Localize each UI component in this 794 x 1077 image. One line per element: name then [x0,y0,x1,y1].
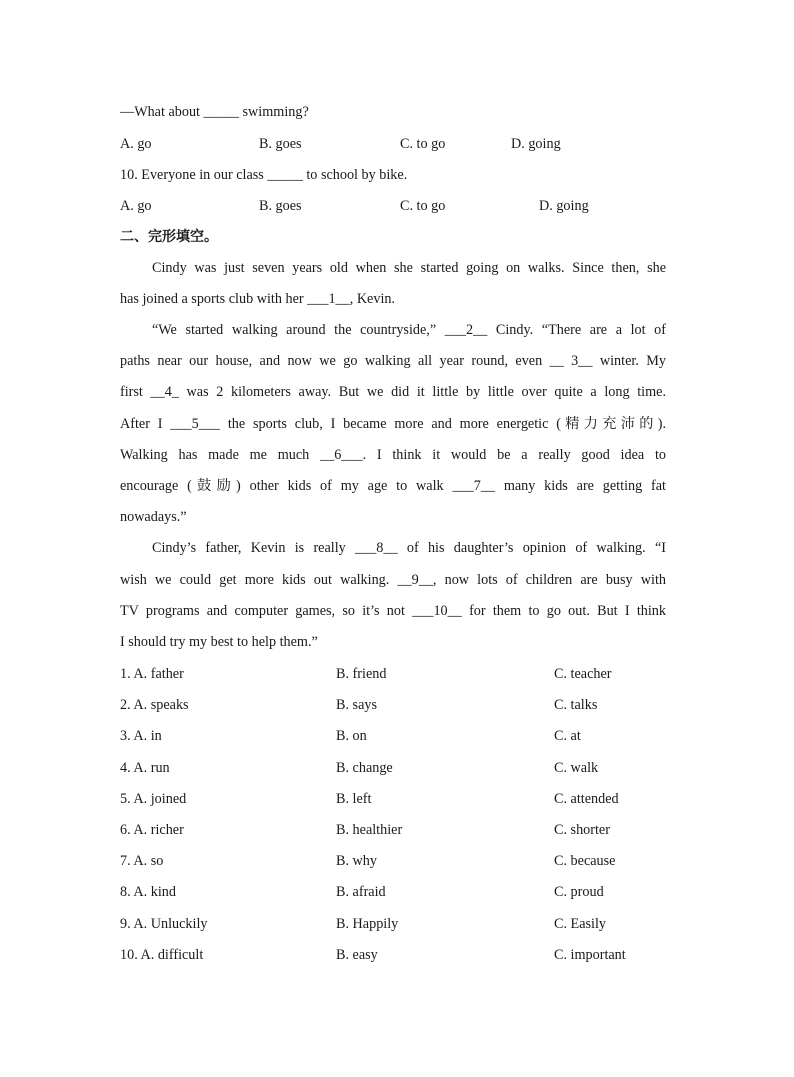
cloze-option-c: C. attended [554,791,619,807]
q9-option-a: A. go [120,136,152,152]
cloze-option-a: 10. A. difficult [120,947,204,963]
cloze-option-a: 4. A. run [120,760,170,776]
cloze-option-a: 8. A. kind [120,884,176,900]
q10-option-c: C. to go [400,198,446,214]
passage-line: first __4_ was 2 kilometers away. But we did it little by little over quite a long time. [120,384,666,400]
q10-option-d: D. going [539,198,589,214]
passage-line: wish we could get more kids out walking. __9__, now lots of children are busy with [120,572,666,588]
passage-line: “We started walking around the countryside,” ___2__ Cindy. “There are a lot of [152,322,666,338]
q9-option-c: C. to go [400,136,446,152]
cloze-option-a: 5. A. joined [120,791,187,807]
cloze-option-b: B. Happily [336,916,399,932]
cloze-option-b: B. says [336,697,377,713]
q10-stem: 10. Everyone in our class _____ to school by bike. [120,167,408,183]
cloze-option-a: 6. A. richer [120,822,184,838]
passage-line: Cindy was just seven years old when she started going on walks. Since then, she [152,260,666,276]
passage-line: Cindy’s father, Kevin is really ___8__ of his daughter’s opinion of walking. “I [152,540,666,556]
passage-line: has joined a sports club with her ___1__, Kevin. [120,291,396,307]
cloze-option-c: C. Easily [554,916,607,932]
cloze-option-a: 3. A. in [120,728,162,744]
cloze-option-c: C. talks [554,697,598,713]
cloze-option-a: 7. A. so [120,853,164,869]
cloze-option-b: B. left [336,791,372,807]
cloze-option-b: B. friend [336,666,387,682]
passage-line: paths near our house, and now we go walking all year round, even __ 3__ winter. My [120,353,666,369]
cloze-option-b: B. afraid [336,884,386,900]
cloze-option-c: C. important [554,947,626,963]
cloze-option-a: 2. A. speaks [120,697,189,713]
passage-line: nowadays.” [120,509,187,525]
q9-dialogue-line: —What about _____ swimming? [120,104,309,120]
passage-line: Walking has made me much __6___. I think it would be a really good idea to [120,447,666,463]
cloze-option-c: C. shorter [554,822,610,838]
cloze-option-a: 9. A. Unluckily [120,916,208,932]
q9-option-d: D. going [511,136,561,152]
q9-option-b: B. goes [259,136,302,152]
passage-line: encourage (鼓励) other kids of my age to walk ___7__ many kids are getting fat [120,478,666,494]
q10-option-a: A. go [120,198,152,214]
cloze-option-b: B. on [336,728,367,744]
cloze-option-a: 1. A. father [120,666,184,682]
section-heading: 二、完形填空。 [120,229,218,245]
passage-line: After I ___5___ the sports club, I became more and more energetic (精力充沛的). [120,416,666,432]
passage-line: TV programs and computer games, so it’s not ___10__ for them to go out. But I think [120,603,666,619]
cloze-option-b: B. healthier [336,822,403,838]
q10-option-b: B. goes [259,198,302,214]
cloze-option-c: C. at [554,728,581,744]
cloze-option-c: C. teacher [554,666,612,682]
cloze-option-b: B. why [336,853,377,869]
cloze-option-c: C. walk [554,760,599,776]
cloze-option-b: B. change [336,760,393,776]
cloze-option-c: C. proud [554,884,604,900]
cloze-option-c: C. because [554,853,616,869]
passage-line: I should try my best to help them.” [120,634,318,650]
cloze-option-b: B. easy [336,947,378,963]
